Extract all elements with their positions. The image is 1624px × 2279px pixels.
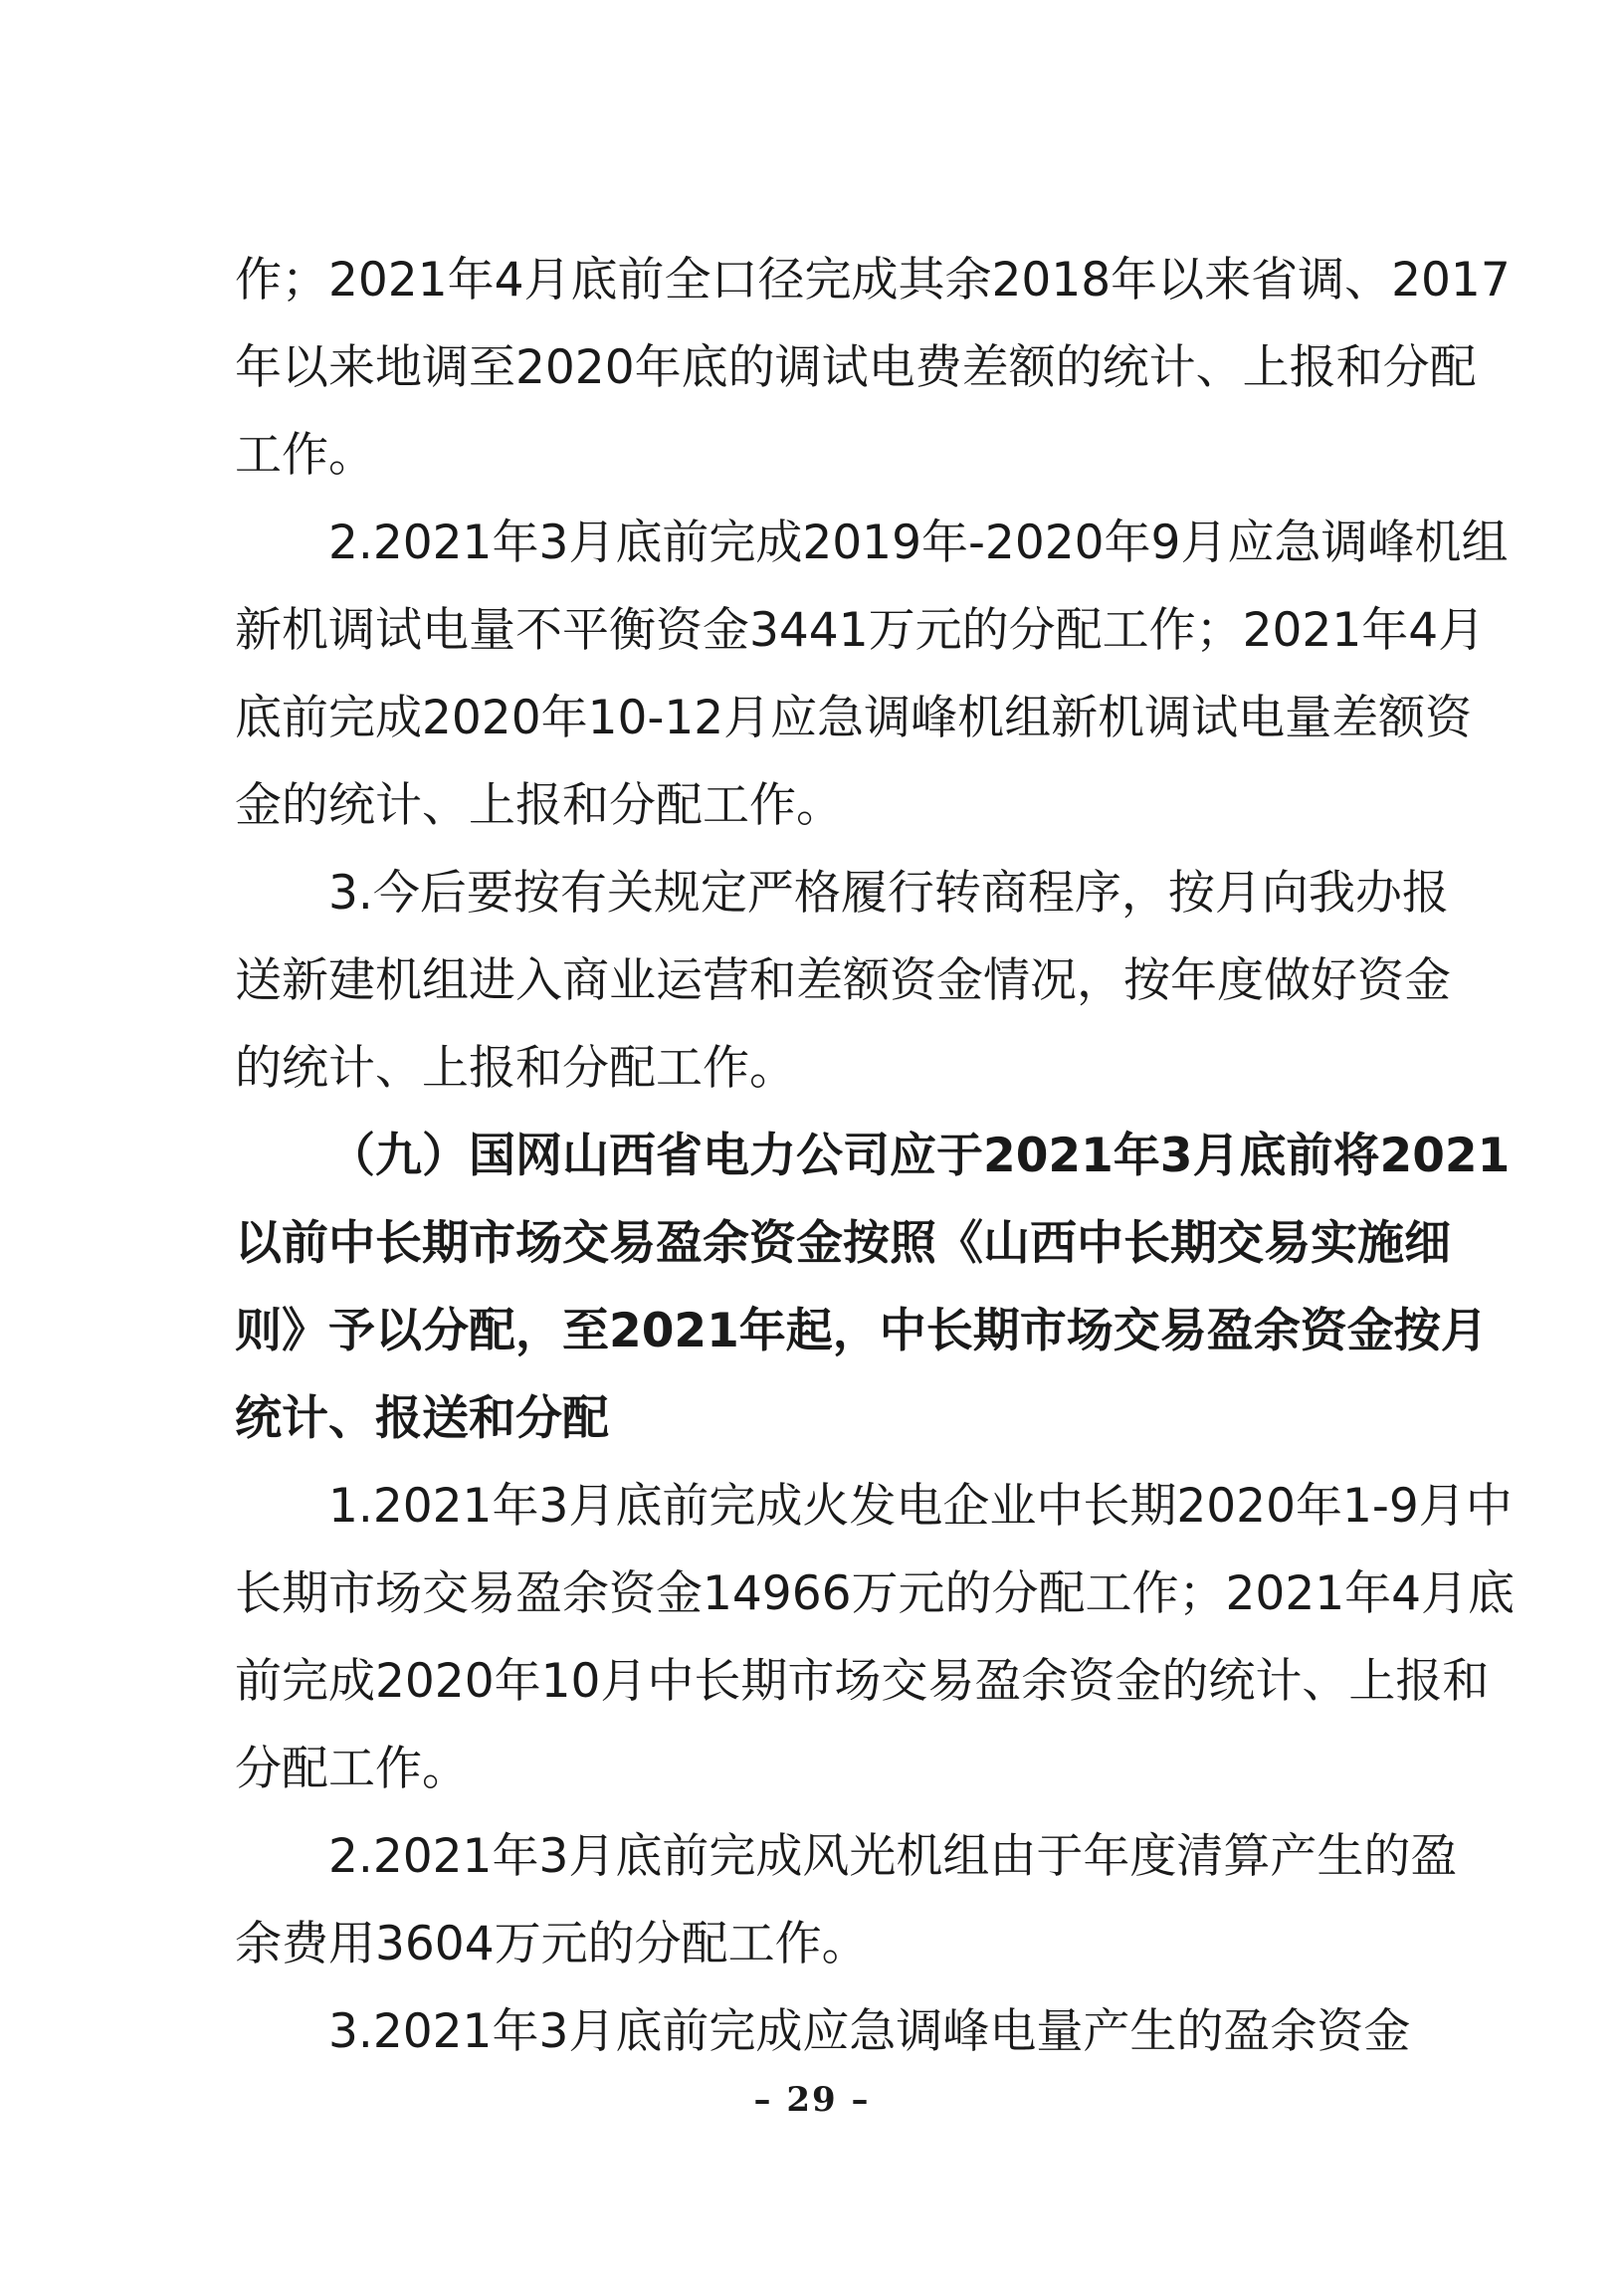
- paragraph-item-2: [235, 500, 1509, 850]
- section-heading-9: [235, 1113, 1511, 1463]
- text-line: 底前完成2020年10-12月应急调峰机组新机调试电量差额资: [235, 691, 1473, 745]
- text-line: 3.今后要按有关规定严格履行转商程序，按月向我办报: [328, 866, 1449, 921]
- text-line: 年以来地调至2020年底的调试电费差额的统计、上报和分配: [235, 340, 1477, 395]
- heading-line: 以前中长期市场交易盈余资金按照《山西中长期交易实施细: [235, 1216, 1451, 1271]
- paragraph-item-3: [235, 850, 1451, 1113]
- text-line: 3.2021年3月底前完成应急调峰电量产生的盈余资金: [328, 2004, 1411, 2059]
- paragraph-item-2b: [235, 1813, 1458, 1988]
- document-body: [235, 237, 1516, 2076]
- paragraph-item-1: [235, 1463, 1516, 1813]
- text-line: 分配工作。: [235, 1742, 469, 1796]
- text-line: 前完成2020年10月中长期市场交易盈余资金的统计、上报和: [235, 1654, 1490, 1709]
- page-number: – 29 –: [753, 2080, 871, 2120]
- heading-line: 统计、报送和分配: [235, 1391, 609, 1446]
- text-line: 作；2021年4月底前全口径完成其余2018年以来省调、2017: [235, 253, 1511, 308]
- paragraph-item-3b: [235, 1988, 1411, 2076]
- text-line: 金的统计、上报和分配工作。: [235, 778, 843, 833]
- heading-line: （九）国网山西省电力公司应于2021年3月底前将2021: [328, 1129, 1511, 1183]
- text-line: 新机调试电量不平衡资金3441万元的分配工作；2021年4月: [235, 603, 1486, 658]
- text-line: 2.2021年3月底前完成风光机组由于年度清算产生的盈: [328, 1829, 1458, 1884]
- text-line: 1.2021年3月底前完成火发电企业中长期2020年1-9月中: [328, 1479, 1513, 1534]
- text-line: 2.2021年3月底前完成2019年-2020年9月应急调峰机组: [328, 516, 1509, 570]
- heading-line: 则》予以分配，至2021年起，中长期市场交易盈余资金按月: [235, 1304, 1488, 1358]
- paragraph-continuation: [235, 237, 1511, 500]
- text-line: 的统计、上报和分配工作。: [235, 1041, 796, 1096]
- text-line: 工作。: [235, 428, 375, 483]
- text-line: 余费用3604万元的分配工作。: [235, 1917, 869, 1971]
- text-line: 送新建机组进入商业运营和差额资金情况，按年度做好资金: [235, 953, 1451, 1008]
- text-line: 长期市场交易盈余资金14966万元的分配工作；2021年4月底: [235, 1566, 1516, 1621]
